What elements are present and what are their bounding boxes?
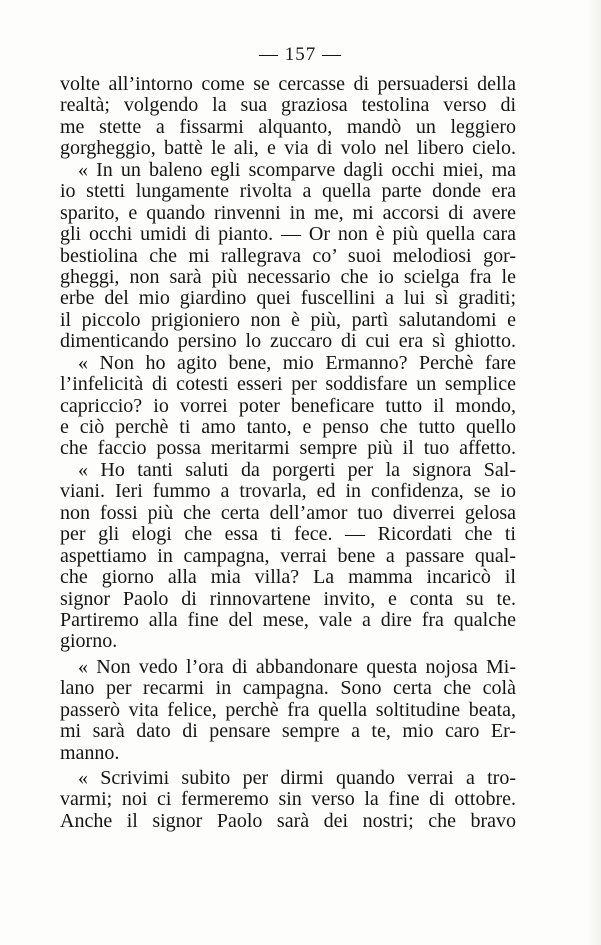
text-line: « Non ho agito bene, mio Ermanno? Perchè fare: [78, 351, 516, 374]
text-line: « Scrivimi subito per dirmi quando verrai a tro-: [78, 767, 516, 789]
text-line: realtà; volgendo la sua graziosa testolina verso di: [60, 94, 516, 117]
page-number: — 157 —: [259, 44, 342, 65]
paragraph: [60, 460, 516, 653]
text-line: Partiremo alla fine del mese, vale a dire fra qualche: [60, 608, 516, 631]
text-line: bestiolina che mi rallegrava co’ suoi melodiosi gor-: [60, 244, 516, 267]
text-line: lano per recarmi in campagna. Sono certa che colà: [60, 677, 516, 700]
text-line: gli occhi umidi di pianto. — Or non è più quella cara: [60, 223, 516, 246]
page-edge-shadow: [587, 0, 601, 945]
text-line: viani. Ieri fummo a trovarla, ed in confidenza, se io: [60, 480, 516, 503]
text-line: volte all’intorno come se cercasse di persuadersi della: [60, 73, 516, 95]
text-line: « In un baleno egli scomparve dagli occhi miei, ma: [78, 158, 516, 181]
text-line: che giorno alla mia villa? La mamma incaricò il: [60, 566, 516, 589]
text-line: me stette a fissarmi alquanto, mandò un leggiero: [60, 115, 516, 138]
text-line: manno.: [60, 741, 120, 764]
text-line: dimenticando persino lo zuccaro di cui era sì ghiotto.: [60, 330, 516, 353]
text-line: capriccio? io vorrei poter beneficare tutto il mondo,: [60, 394, 516, 417]
body-text: [60, 74, 516, 832]
text-line: gorgheggio, battè le ali, e via di volo nel libero cielo.: [60, 137, 516, 160]
text-line: gheggi, non sarà più necessario che io scielga fra le: [60, 265, 516, 288]
paragraph: [60, 353, 516, 460]
text-line: per gli elogi che essa ti fece. — Ricordati che ti: [60, 523, 516, 546]
paragraph: [60, 74, 516, 160]
text-line: che faccio possa meritarmi sempre più il tuo affetto.: [60, 437, 516, 460]
text-line: « Ho tanti saluti da porgerti per la signora Sal-: [78, 458, 516, 481]
paragraph: [60, 657, 516, 764]
text-line: l’infelicità di cotesti esseri per soddisfare un semplice: [60, 373, 516, 396]
text-line: « Non vedo l’ora di abbandonare questa nojosa Mi-: [78, 655, 516, 678]
text-line: sparito, e quando rinvenni in me, mi accorsi di avere: [60, 201, 516, 224]
text-line: aspettiamo in campagna, verrai bene a passare qual-: [60, 544, 516, 567]
text-line: e ciò perchè ti amo tanto, e penso che tutto quello: [60, 416, 516, 438]
paragraph: [60, 160, 516, 353]
text-line: varmi; noi ci fermeremo sin verso la fine di ottobre.: [60, 788, 516, 811]
text-line: passerò vita felice, perchè fra quella soltitudine beata,: [60, 698, 516, 721]
text-line: erbe del mio giardino quei fuscellini a lui sì graditi;: [60, 287, 516, 310]
paragraph: [60, 768, 516, 832]
text-line: Anche il signor Paolo sarà dei nostri; che bravo: [60, 809, 516, 832]
text-line: io stetti lungamente rivolta a quella parte donde era: [60, 180, 516, 203]
text-line: signor Paolo di rinnovartene invito, e conta su te.: [60, 587, 516, 610]
text-line: il piccolo prigioniero non è più, partì salutandomi e: [60, 308, 516, 331]
text-line: giorno.: [60, 630, 118, 653]
text-line: non fossi più che certa dell’amor tuo diverrei gelosa: [60, 501, 516, 524]
text-line: mi sarà dato di pensare sempre a te, mio caro Er-: [60, 720, 516, 743]
